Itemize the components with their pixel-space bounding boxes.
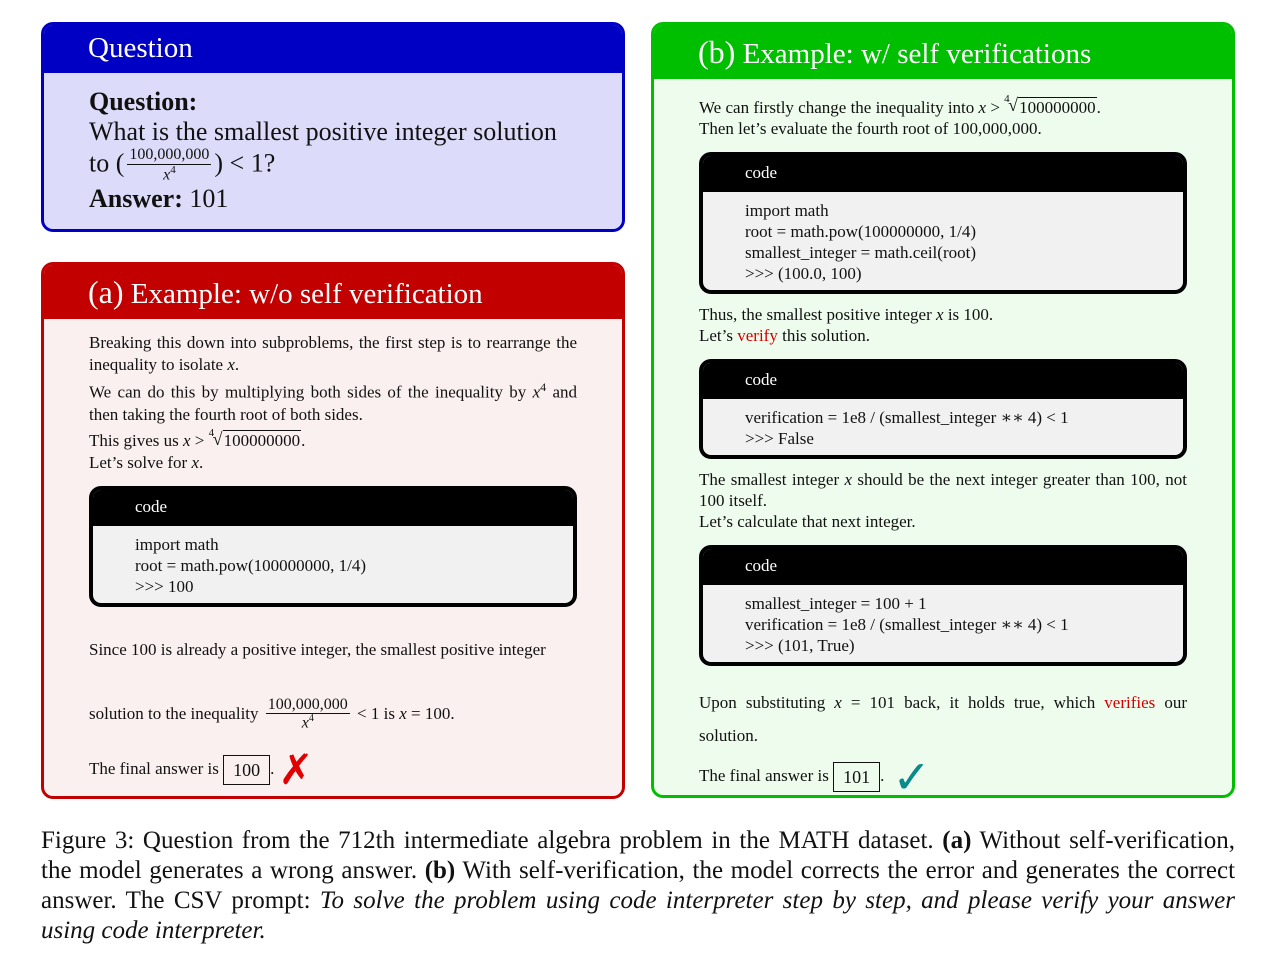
example-a-title: Example: w/o self verification xyxy=(130,278,483,310)
code-line: import math xyxy=(745,201,829,220)
b-code3-header: code xyxy=(703,549,1183,585)
caption-b-text: With self-verification, the model corrects the error and generates the correct answer. The CSV prompt: xyxy=(41,857,1236,914)
b-p6-var: x xyxy=(834,693,842,712)
a-frac-exp: 4 xyxy=(308,713,314,725)
b-paragraph-3 xyxy=(699,325,1187,346)
question-line1: What is the smallest positive integer solution xyxy=(89,117,557,146)
question-panel-body xyxy=(44,73,622,229)
a-p6c: = 100. xyxy=(406,703,455,723)
example-b-body xyxy=(654,79,1232,798)
b-p6-verifies: verifies xyxy=(1104,693,1156,712)
b-p6a: Upon substituting xyxy=(699,693,835,712)
code-line: root = math.pow(100000000, 1/4) xyxy=(135,555,367,575)
a-p1-var: x xyxy=(227,355,235,374)
figure-caption xyxy=(41,826,1235,946)
answer-line xyxy=(89,184,622,214)
checkmark-icon: ✓ xyxy=(892,749,931,798)
code-line: verification = 1e8 / (smallest_integer ∗∗ 4) < 1 xyxy=(745,408,1069,427)
question-label: Question: xyxy=(89,87,198,116)
a-p6-var: x xyxy=(399,703,407,723)
b-p6c: our solution. xyxy=(699,693,1187,745)
answer-label: Answer: xyxy=(89,183,183,213)
code-line: root = math.pow(100000000, 1/4) xyxy=(745,222,977,241)
a-p3-var: x xyxy=(182,430,191,450)
b-code3-lines xyxy=(703,585,1183,662)
b-final-dot: . xyxy=(880,765,885,785)
a-p3b: . xyxy=(301,430,306,450)
b-p4a: The smallest integer xyxy=(699,470,845,489)
caption-b-label: (b) xyxy=(424,857,456,884)
a-p1a: Breaking this down into subproblems, the first step is to rearrange the inequality to isolate xyxy=(89,333,577,374)
a-fourth-root xyxy=(208,426,302,452)
a-code-header: code xyxy=(93,490,573,526)
b-paragraph-1 xyxy=(699,93,1187,118)
code-line: >>> 100 xyxy=(135,576,194,596)
b-p2-var: x xyxy=(936,305,944,324)
a-p2a: We can do this by multiplying both sides of the inequality by xyxy=(89,382,533,402)
b-code-block-3 xyxy=(699,545,1187,666)
a-p4b: . xyxy=(199,452,204,472)
a-p6a: solution to the inequality xyxy=(89,703,263,723)
code-line: >>> False xyxy=(745,429,814,448)
question-panel-title: Question xyxy=(88,32,193,64)
b-p6b: = 101 back, it holds true, which xyxy=(841,693,1105,712)
b-code-block-2 xyxy=(699,359,1187,459)
b-final-text: The final answer is xyxy=(699,765,834,785)
example-b-prefix: (b) xyxy=(698,34,736,70)
b-p1-op: > xyxy=(986,98,1005,117)
example-b-title: Example: w/ self verifications xyxy=(742,38,1092,70)
b-p1-var: x xyxy=(978,98,987,117)
a-paragraph-4 xyxy=(89,452,577,474)
a-paragraph-5: Since 100 is already a positive integer, the smallest positive integer xyxy=(89,639,546,659)
question-panel xyxy=(41,22,625,232)
a-fraction xyxy=(266,697,350,733)
a-root-index: 4 xyxy=(208,426,215,439)
caption-prompt: To solve the problem using code interpreter step by step, and please verify your answer using code interpreter. xyxy=(41,887,1235,944)
a-root-value: 100000000 xyxy=(223,430,301,450)
a-paragraph-6 xyxy=(89,697,577,733)
b-p2b: is 100. xyxy=(943,305,994,324)
b-p1b: . xyxy=(1096,98,1101,117)
b-code2-header: code xyxy=(703,363,1183,399)
example-b-panel xyxy=(651,22,1235,798)
question-frac-den: x xyxy=(163,166,171,184)
b-final-answer xyxy=(699,749,1187,798)
b-final-value: 101 xyxy=(833,762,880,792)
a-p6b: < 1 is xyxy=(352,703,400,723)
code-line: verification = 1e8 / (smallest_integer ∗∗ 4) < 1 xyxy=(745,615,1069,634)
b-code1-lines xyxy=(703,192,1183,290)
code-line: smallest_integer = math.ceil(root) xyxy=(745,243,976,262)
a-p2-var: x xyxy=(532,382,541,402)
a-paragraph-1 xyxy=(89,332,577,376)
question-tail: ) < 1? xyxy=(214,148,276,178)
example-a-header xyxy=(44,265,622,319)
radical-icon: √ xyxy=(1008,95,1019,115)
code-line: >>> (101, True) xyxy=(745,636,855,655)
a-p3-op: > xyxy=(190,430,209,450)
b-paragraph-5: Let’s calculate that next integer. xyxy=(699,512,916,531)
a-final-dot: . xyxy=(270,758,275,778)
cross-icon: ✗ xyxy=(278,744,314,794)
b-paragraph-6 xyxy=(699,686,1187,752)
a-p1b: . xyxy=(234,355,240,374)
answer-value: 101 xyxy=(189,183,229,213)
a-final-text: The final answer is xyxy=(89,758,224,778)
b-code2-lines xyxy=(703,399,1183,455)
a-final-value: 100 xyxy=(223,755,270,785)
question-to: to ( xyxy=(89,148,125,178)
question-frac-exp: 4 xyxy=(170,163,176,176)
example-b-header xyxy=(654,25,1232,79)
question-fraction xyxy=(127,147,211,184)
b-p4-var: x xyxy=(844,470,853,489)
example-a-prefix: (a) xyxy=(88,274,124,310)
a-p4a: Let’s solve for xyxy=(89,452,192,472)
radical-icon: √ xyxy=(212,428,223,449)
a-frac-num: 100,000,000 xyxy=(267,695,348,713)
b-paragraph-4 xyxy=(699,469,1187,511)
a-p2-exp: 4 xyxy=(540,380,547,394)
b-p3b: this solution. xyxy=(777,326,870,345)
a-final-answer xyxy=(89,744,577,794)
b-root-index: 4 xyxy=(1004,93,1010,105)
question-frac-num: 100,000,000 xyxy=(129,146,210,163)
example-a-body xyxy=(44,319,622,796)
a-p3a: This gives us xyxy=(89,430,183,450)
a-paragraph-3 xyxy=(89,426,577,452)
b-paragraph-1-line2: Then let’s evaluate the fourth root of 100,000,000. xyxy=(699,119,1042,138)
b-code1-header: code xyxy=(703,156,1183,192)
b-paragraph-2 xyxy=(699,304,1187,325)
question-panel-header xyxy=(44,25,622,73)
b-p1a: We can firstly change the inequality into xyxy=(699,98,979,117)
code-line: import math xyxy=(135,534,219,554)
code-line: >>> (100.0, 100) xyxy=(745,264,862,283)
b-p4b: should be the next integer greater than 100, not 100 itself. xyxy=(699,470,1187,510)
b-p3-verify: verify xyxy=(737,326,778,345)
b-p3a: Let’s xyxy=(699,326,738,345)
code-line: smallest_integer = 100 + 1 xyxy=(745,594,927,613)
example-a-panel xyxy=(41,262,625,799)
a-p4-var: x xyxy=(191,452,199,472)
caption-a-label: (a) xyxy=(942,827,972,854)
question-line2 xyxy=(89,147,622,184)
a-code-lines xyxy=(93,526,573,603)
a-paragraph-2 xyxy=(89,376,577,426)
caption-lead: Figure 3: Question from the 712th intermediate algebra problem in the MATH dataset. xyxy=(41,827,943,854)
a-frac-den: x xyxy=(301,714,309,732)
a-p2b: and then taking the fourth root of both sides. xyxy=(89,382,577,424)
caption-a-text: Without self-verification, the model generates a wrong answer. xyxy=(41,827,1235,884)
b-fourth-root xyxy=(1004,93,1097,118)
b-p2a: Thus, the smallest positive integer xyxy=(699,305,937,324)
b-code-block-1 xyxy=(699,152,1187,294)
a-code-block xyxy=(89,486,577,607)
b-root-value: 100000000 xyxy=(1019,98,1096,117)
